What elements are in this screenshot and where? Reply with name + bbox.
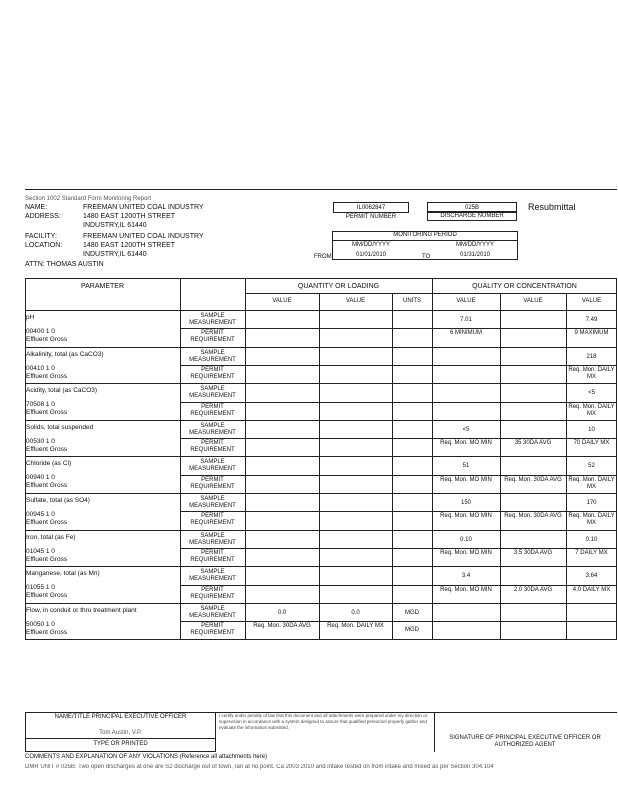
requirement-value: Req. Mon. MO MIN: [440, 476, 492, 483]
requirement-value: 2.0 30DA AVG: [513, 586, 553, 593]
discharge-number-value: 025B: [464, 205, 479, 211]
q2-col-divider: [392, 293, 393, 640]
sample-measurement-label: SAMPLE MEASUREMENT: [189, 459, 236, 473]
status-badge: Resubmittal: [528, 202, 576, 212]
table-row-rule: [25, 603, 617, 604]
permit-requirement-label: PERMIT REQUIREMENT: [190, 366, 235, 380]
comments-label: COMMENTS AND EXPLANATION OF ANY VIOLATIONS (Reference all attachments here): [25, 754, 268, 760]
to-value: 01/31/2010: [459, 252, 491, 258]
permit-requirement-label: PERMIT REQUIREMENT: [190, 440, 235, 454]
parameter-desc: Effluent Gross: [26, 628, 68, 636]
quality-header: QUALITY OR CONCENTRATION: [472, 283, 577, 290]
parameter-name: pH: [26, 314, 35, 321]
parameter-desc: Effluent Gross: [26, 482, 68, 490]
table-row-rule: [25, 530, 617, 531]
parameter-code: 01045 1 0: [26, 547, 55, 555]
signature-label: SIGNATURE OF PRINCIPAL EXECUTIVE OFFICER OR AUTHORIZED AGENT: [449, 735, 601, 748]
sample-measurement-label: SAMPLE MEASUREMENT: [189, 349, 236, 363]
requirement-value: Req. Mon. 30DA AVG: [504, 513, 562, 520]
sample-measurement-label: SAMPLE MEASUREMENT: [189, 422, 236, 436]
col-header-value: VALUE: [523, 298, 543, 304]
measurement-value: <5: [462, 426, 470, 433]
parameter-name: Manganese, total (as Mn): [26, 570, 100, 578]
parameter-desc: Effluent Gross: [26, 409, 68, 417]
header-rule: [25, 189, 617, 190]
requirement-value: Req. Mon. DAILY MX: [568, 476, 615, 490]
bottom-note: DMR UNIT # 025B: Two open discharges at one are S2 discharge out of town, ran at no point. Ca 2003 2010 and intake tested on from intake and mixed as per Section 304.104: [25, 764, 494, 770]
table-subrow-rule: [180, 621, 617, 622]
measurement-value: 150: [460, 500, 471, 506]
officer-name: Tom Austin, V.P.: [99, 730, 142, 736]
table-subrow-rule: [180, 402, 617, 403]
requirement-value: Req. Mon. MO MIN: [440, 440, 492, 447]
attn-line: ATTN: THOMAS AUSTIN: [25, 261, 104, 268]
measurement-value: 218: [586, 353, 597, 360]
officer-rule: [25, 738, 216, 739]
from-value: 01/01/2010: [355, 252, 387, 258]
quantity-header: QUANTITY OR LOADING: [297, 283, 380, 290]
measurement-units: MGD: [405, 609, 419, 616]
parameter-desc: Effluent Gross: [26, 372, 68, 380]
from-label: FROM: [314, 254, 332, 260]
requirement-value: Req. Mon. DAILY MX: [327, 623, 384, 630]
requirement-value: 4.0 DAILY MX: [572, 586, 611, 593]
requirement-units: MGD: [405, 627, 419, 634]
form-top-line: Section 1002 Standard Form Monitoring Report: [25, 196, 152, 202]
table-subrow-rule: [180, 365, 617, 366]
measurement-value: 0.0: [277, 609, 287, 616]
location-label: LOCATION:: [25, 242, 63, 249]
permit-requirement-label: PERMIT REQUIREMENT: [190, 476, 235, 490]
parameter-code: 00940 1 0: [26, 474, 55, 482]
measurement-value: 3.4: [461, 573, 471, 580]
location-line2: INDUSTRY,IL 61440: [83, 251, 147, 258]
requirement-value: Req. Mon. 30DA AVG: [504, 476, 562, 483]
address-line1: 1480 EAST 1200TH STREET: [83, 213, 176, 220]
permit-requirement-label: PERMIT REQUIREMENT: [190, 623, 235, 637]
permit-requirement-label: PERMIT REQUIREMENT: [190, 403, 235, 417]
requirement-value: 35 30DA AVG: [514, 440, 552, 447]
col-header-value: VALUE: [456, 298, 476, 304]
parameter-desc: Effluent Gross: [26, 555, 68, 563]
group-header-rule: [245, 293, 617, 294]
sample-measurement-label: SAMPLE MEASUREMENT: [189, 496, 236, 509]
parameter-header: PARAMETER: [80, 283, 125, 290]
table-subrow-rule: [180, 585, 617, 586]
parameter-name: Chloride (as Cl): [26, 460, 72, 468]
facility-label: FACILITY:: [25, 233, 57, 240]
requirement-value: Req. Mon. MO MIN: [440, 513, 492, 520]
requirement-value: Req. Mon. MO MIN: [440, 549, 492, 556]
permit-requirement-label: PERMIT REQUIREMENT: [190, 549, 235, 563]
table-row-rule: [25, 566, 617, 567]
permit-number-label: PERMIT NUMBER: [345, 214, 397, 220]
to-label: TO: [422, 254, 431, 260]
permit-requirement-label: PERMIT REQUIREMENT: [190, 330, 235, 344]
table-row-rule: [25, 420, 617, 421]
table-subrow-rule: [180, 475, 617, 476]
requirement-value: Req. Mon. DAILY MX: [568, 513, 615, 527]
requirement-value: 6 MINIMUM: [450, 330, 482, 337]
requirement-value: Req. Mon. DAILY MX: [568, 366, 615, 380]
measurement-value: 10: [588, 426, 595, 433]
to-format: MM/DD/YYYY: [455, 242, 494, 248]
parameter-code: 50050 1 0: [26, 620, 55, 628]
measurement-value: 52: [588, 463, 595, 470]
monitoring-period-label: MONITORING PERIOD: [393, 232, 457, 238]
parameter-name: Sulfate, total (as SO4): [26, 497, 90, 504]
permit-requirement-label: PERMIT REQUIREMENT: [190, 513, 235, 527]
requirement-value: 70 DAILY MX: [573, 440, 610, 447]
parameter-name: Solids, total suspended: [26, 423, 94, 431]
certification-text: I certify under penalty of law that this document and all attachments were prepared under my direction or supervision in accordance with a system designed to assure that qualified personnel properly gather and evaluate the information submitted.: [219, 713, 428, 730]
address-label: ADDRESS:: [25, 213, 61, 220]
location-line1: 1480 EAST 1200TH STREET: [83, 242, 176, 249]
parameter-code: 00530 1 0: [26, 437, 55, 445]
col-header-value: VALUE: [272, 298, 292, 304]
parameter-desc: Effluent Gross: [26, 336, 68, 343]
permit-number-box: [333, 202, 409, 213]
requirement-value: Req. Mon. 30DA AVG: [253, 623, 311, 630]
facility-value: FREEMAN UNITED COAL INDUSTRY: [83, 233, 204, 240]
table-subrow-rule: [180, 438, 617, 439]
measurement-value: 0.10: [460, 536, 472, 543]
sample-measurement-label: SAMPLE MEASUREMENT: [189, 532, 236, 546]
parameter-code: 00945 1 0: [26, 511, 55, 518]
measurement-value: 7.49: [585, 317, 598, 323]
name-label: NAME:: [25, 204, 48, 211]
sample-measurement-label: SAMPLE MEASUREMENT: [189, 569, 236, 583]
requirement-value: 7 DAILY MX: [575, 549, 608, 556]
requirement-value: Req. Mon. MO MIN: [440, 586, 492, 593]
officer-label: NAME/TITLE PRINCIPAL EXECUTIVE OFFICER: [54, 714, 187, 720]
measurement-value: 7.01: [460, 317, 472, 323]
col-header-value: VALUE: [581, 298, 602, 304]
requirement-value: Req. Mon. DAILY MX: [568, 403, 615, 417]
measurement-value: 170: [586, 500, 597, 506]
sample-measurement-label: SAMPLE MEASUREMENT: [189, 313, 236, 326]
table-row-rule: [25, 347, 617, 348]
measurement-value: 3.64: [585, 573, 598, 580]
label-col-divider: [245, 278, 246, 640]
measurement-value: 0.0: [351, 609, 360, 616]
permit-number-value: IL0062847: [356, 205, 386, 211]
discharge-number-label: DISCHARGE NUMBER: [427, 211, 517, 221]
parameter-code: 00400 1 0: [26, 328, 55, 335]
requirement-value: 3.5 30DA AVG: [513, 549, 553, 556]
q1-col-divider: [319, 293, 320, 640]
table-subrow-rule: [180, 548, 617, 549]
requirement-value: 9 MAXIMUM: [574, 330, 609, 337]
parameter-desc: Effluent Gross: [26, 445, 68, 453]
col-header-units: UNITS: [403, 298, 421, 304]
table-row-rule: [25, 456, 617, 457]
measurement-value: 51: [462, 463, 470, 470]
parameter-code: 01055 1 0: [26, 584, 55, 592]
col-header-value: VALUE: [345, 298, 366, 304]
table-header-rule: [25, 310, 617, 311]
parameter-desc: Effluent Gross: [26, 519, 68, 526]
parameter-code: 70508 1 0: [26, 401, 55, 409]
table-subrow-rule: [180, 328, 617, 329]
table-row-rule: [25, 383, 617, 384]
sample-measurement-label: SAMPLE MEASUREMENT: [189, 386, 236, 400]
type-or-printed: TYPE OR PRINTED: [93, 741, 148, 747]
table-subrow-rule: [180, 511, 617, 512]
address-line2: INDUSTRY,IL 61440: [83, 222, 147, 229]
monitoring-rule: [332, 240, 518, 241]
sample-measurement-label: SAMPLE MEASUREMENT: [189, 605, 236, 619]
parameter-name: Iron, total (as Fe): [26, 533, 76, 541]
parameter-name: Acidity, total (as CaCO3): [26, 387, 98, 395]
measurement-value: <5: [588, 390, 595, 397]
name-value: FREEMAN UNITED COAL INDUSTRY: [83, 204, 204, 211]
parameter-name: Alkalinity, total (as CaCO3): [26, 350, 104, 358]
from-format: MM/DD/YYYY: [351, 242, 390, 248]
parameter-name: Flow, in conduit or thru treatment plant: [26, 606, 137, 614]
parameter-desc: Effluent Gross: [26, 592, 68, 600]
parameter-code: 00410 1 0: [26, 364, 55, 372]
cert-divider: [434, 712, 435, 752]
permit-requirement-label: PERMIT REQUIREMENT: [190, 586, 235, 600]
table-row-rule: [25, 493, 617, 494]
measurement-value: 0.10: [585, 536, 598, 543]
